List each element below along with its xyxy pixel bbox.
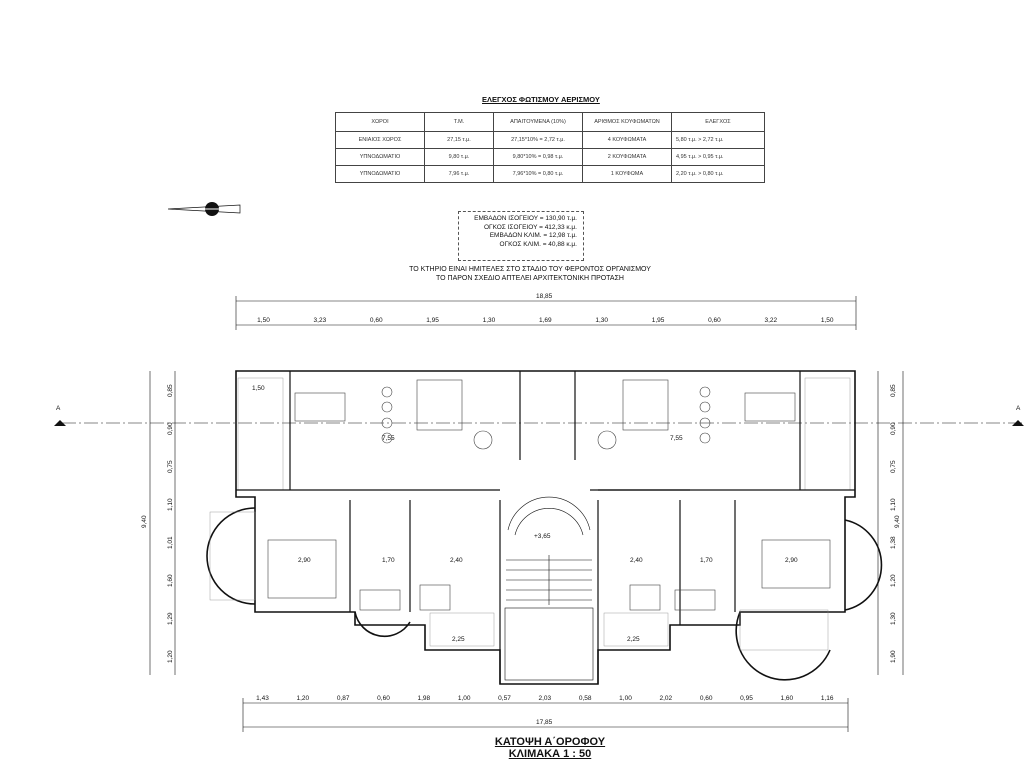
table-cell: 7,96*10% = 0,80 τ.μ. — [494, 166, 583, 183]
table-header-cell: ΑΡΙΘΜΟΣ ΚΟΥΦΩΜΑΤΩΝ — [583, 113, 672, 132]
left-dims — [167, 384, 174, 663]
top-total-dim: 18,85 — [536, 293, 553, 300]
dimension-label: 0,58 — [578, 695, 592, 702]
bathtub-left — [360, 590, 400, 610]
kitchen-counter-right — [745, 393, 795, 421]
bed-right — [762, 540, 830, 588]
balcony-curve-right — [736, 612, 830, 680]
side-dimension-lines — [150, 371, 903, 675]
north-arrow-icon — [168, 202, 240, 216]
room-dim: 7,55 — [670, 435, 683, 442]
dimension-label: 1,10 — [167, 498, 174, 511]
note-line-1: ΤΟ ΚΤΗΡΙΟ ΕΙΝΑΙ ΗΜΙΤΕΛΕΣ ΣΤΟ ΣΤΑΔΙΟ ΤΟΥ ΦΕΡΟΝΤΟΣ ΟΡΓΑΝΙΣΜΟΥ — [409, 266, 651, 273]
table-cell: 4 ΚΟΥΦΩΜΑΤΑ — [583, 132, 672, 149]
dimension-label: 0,60 — [708, 317, 721, 324]
room-dim: 7,55 — [382, 435, 395, 442]
dimension-label: 1,20 — [890, 574, 897, 587]
room-dim: 2,40 — [630, 557, 643, 564]
room-dim: 2,90 — [785, 557, 798, 564]
dimension-label: 0,60 — [699, 695, 713, 702]
dimension-label: 0,90 — [167, 422, 174, 435]
table-right — [598, 431, 616, 449]
dimension-label: 1,30 — [890, 612, 897, 625]
room-dim: 2,25 — [452, 636, 465, 643]
room-dim: 1,70 — [382, 557, 395, 564]
bottom-dims — [256, 695, 834, 702]
table-cell: 27,15*10% = 2,72 τ.μ. — [494, 132, 583, 149]
dimension-label: 0,75 — [890, 460, 897, 473]
dimension-label: 1,60 — [167, 574, 174, 587]
table-cell: ΥΠΝΟΔΩΜΑΤΙΟ — [336, 149, 425, 166]
section-line — [54, 420, 1024, 426]
dimension-label: 1,01 — [167, 536, 174, 549]
table-cell: 7,96 τ.μ. — [425, 166, 494, 183]
dimension-label: 0,85 — [890, 384, 897, 397]
dimension-label: 0,60 — [369, 317, 383, 324]
table-cell: 2,20 τ.μ. > 0,80 τ.μ. — [672, 166, 765, 183]
room-dim: 1,70 — [700, 557, 713, 564]
dimension-label: 1,00 — [457, 695, 471, 702]
dimension-label: 1,00 — [619, 695, 632, 702]
wardrobe-left — [420, 585, 450, 610]
table-cell: 27,15 τ.μ. — [425, 132, 494, 149]
bay-window-right — [845, 520, 881, 610]
dimension-label: 0,57 — [498, 695, 511, 702]
stair-level: +3,65 — [534, 533, 551, 540]
table-header-cell: ΑΠΑΙΤΟΥΜΕΝΑ (10%) — [494, 113, 583, 132]
dimension-label: 1,29 — [167, 612, 174, 625]
dimension-label: 1,50 — [257, 317, 270, 324]
area-line: ΟΓΚΟΣ ΙΣΟΓΕΙΟΥ = 412,33 κ.μ. — [483, 223, 577, 231]
dimension-label: 1,60 — [780, 695, 794, 702]
left-total-dim: 9,40 — [141, 515, 148, 528]
dimension-label: 0,60 — [377, 695, 390, 702]
area-line: ΕΜΒΑΔΟΝ ΙΣΟΓΕΙΟΥ = 130,90 τ.μ. — [474, 215, 577, 222]
central-staircase — [505, 497, 593, 680]
plan-scale: ΚΛΙΜΑΚΑ 1 : 50 — [508, 748, 592, 760]
right-total-dim: 9,40 — [894, 515, 901, 528]
plan-title-block — [470, 736, 630, 760]
dimension-label: 3,22 — [764, 317, 778, 324]
kitchen-counter-left — [295, 393, 345, 421]
dimension-label: 1,10 — [890, 498, 897, 511]
dimension-label: 1,69 — [539, 317, 552, 324]
bay-window-left — [207, 508, 255, 604]
dimension-label: 2,02 — [659, 695, 673, 702]
area-line: ΕΜΒΑΔΟΝ ΚΛΙΜ. = 12,98 τ.μ. — [489, 232, 577, 239]
plan-title: ΚΑΤΟΨΗ Α΄ΟΡΟΦΟΥ — [494, 736, 606, 748]
room-dim: 2,90 — [298, 557, 311, 564]
wardrobe-right — [630, 585, 660, 610]
dimension-label: 1,50 — [820, 317, 834, 324]
dimension-label: 1,20 — [296, 695, 310, 702]
table-cell: ΥΠΝΟΔΩΜΑΤΙΟ — [336, 166, 425, 183]
dimension-label: 1,95 — [651, 317, 665, 324]
section-mark-right: Α — [1016, 405, 1021, 412]
top-dimension-lines — [236, 296, 856, 330]
dimension-label: 2,03 — [538, 695, 552, 702]
dimension-label: 0,87 — [336, 695, 350, 702]
bathtub-right — [675, 590, 715, 610]
dimension-label: 0,75 — [167, 460, 174, 473]
room-dim: 2,25 — [627, 636, 640, 643]
section-mark-left: Α — [56, 405, 61, 412]
table-header-cell: ΕΛΕΓΧΟΣ — [672, 113, 765, 132]
dimension-label: 1,90 — [890, 650, 897, 663]
balcony-curve-left — [355, 612, 410, 636]
dimension-label: 1,30 — [595, 317, 609, 324]
room-dim: 2,40 — [450, 557, 463, 564]
dimension-label: 1,38 — [890, 536, 897, 549]
dimension-label: 0,95 — [740, 695, 753, 702]
table-cell: 5,80 τ.μ. > 2,72 τ.μ. — [672, 132, 765, 149]
top-dims — [257, 317, 834, 324]
dimension-label: 1,20 — [167, 650, 174, 663]
check-table-title: ΕΛΕΓΧΟΣ ΦΩΤΙΣΜΟΥ ΑΕΡΙΣΜΟΥ — [482, 95, 600, 104]
dimension-label: 1,30 — [482, 317, 496, 324]
sofa-right — [623, 380, 668, 430]
table-cell: 9,80 τ.μ. — [425, 149, 494, 166]
table-left — [474, 431, 492, 449]
dimension-label: 0,85 — [167, 384, 174, 397]
dimension-label: 1,95 — [426, 317, 439, 324]
table-cell: ΕΝΙΑΙΟΣ ΧΩΡΟΣ — [336, 132, 425, 149]
table-cell: 1 ΚΟΥΦΩΜΑ — [583, 166, 672, 183]
dimension-label: 1,16 — [820, 695, 834, 702]
bed-left — [268, 540, 336, 598]
room-dim: 1,50 — [252, 385, 265, 392]
table-cell: 9,80*10% = 0,98 τ.μ. — [494, 149, 583, 166]
area-line: ΟΓΚΟΣ ΚΛΙΜ. = 40,88 κ.μ. — [499, 240, 577, 248]
table-cell: 4,95 τ.μ. > 0,95 τ.μ. — [672, 149, 765, 166]
dimension-label: 1,98 — [417, 695, 431, 702]
bottom-total-dim: 17,85 — [536, 719, 553, 726]
table-cell: 2 ΚΟΥΦΩΜΑΤΑ — [583, 149, 672, 166]
dimension-label: 3,23 — [313, 317, 327, 324]
table-header-cell: Τ.Μ. — [425, 113, 494, 132]
exterior-walls — [207, 371, 881, 684]
sofa-left — [417, 380, 462, 430]
bottom-dimension-lines — [243, 698, 848, 732]
note-line-2: ΤΟ ΠΑΡΟΝ ΣΧΕΔΙΟ ΑΠΤΕΛΕΙ ΑΡΧΙΤΕΚΤΟΝΙΚΗ ΠΡΟΤΑΣΗ — [436, 274, 624, 282]
table-header-cell: ΧΩΡΟΙ — [336, 113, 425, 132]
dimension-label: 0,90 — [890, 422, 897, 435]
interior-walls — [236, 371, 855, 684]
dimension-label: 1,43 — [256, 695, 269, 702]
